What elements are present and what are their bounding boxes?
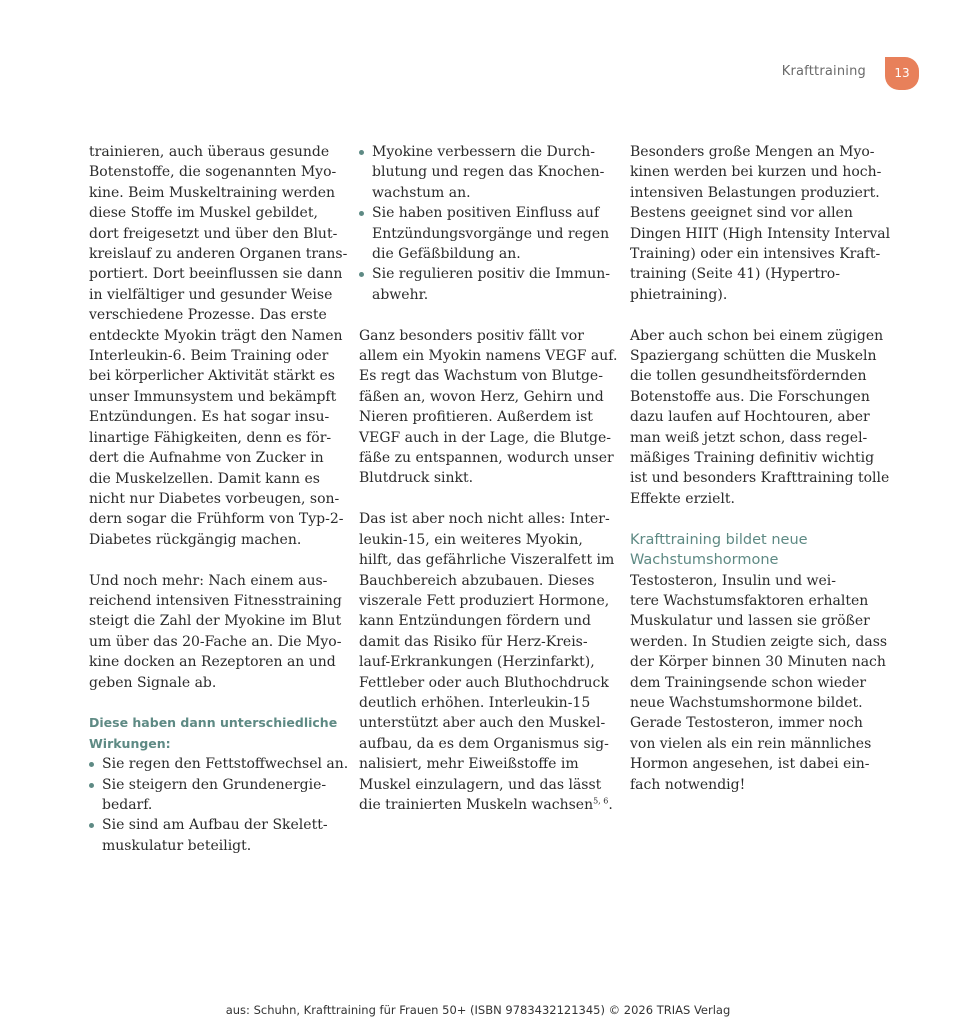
list-item — [359, 264, 610, 305]
text-line: Testosteron, Insulin und wei- — [630, 572, 837, 589]
text-line: Gerade Testosteron, immer noch — [630, 715, 863, 732]
text-line: tere Wachstumsfaktoren erhalten — [630, 592, 869, 609]
text-line: mäßiges Training definitiv wichtig — [630, 450, 875, 467]
text-line: Muskulatur und lassen sie größer — [630, 613, 870, 630]
text-line: wachstum an. — [372, 184, 471, 201]
running-header-title: Krafttraining — [781, 64, 866, 79]
text-line: blutung und regen das Knochen- — [372, 164, 605, 181]
text-line: bei körperlicher Aktivität stärkt es — [89, 368, 335, 385]
text-line: Sie regen den Fettstoffwechsel an. — [102, 756, 349, 773]
text-line: reichend intensiven Fitnesstraining — [89, 592, 342, 609]
text-line: dert die Aufnahme von Zucker in — [89, 450, 324, 467]
source-footer: aus: Schuhn, Krafttraining für Frauen 50+ (ISBN 9783432121345) © 2026 TRIAS Verlag — [225, 1003, 731, 1017]
text-line: Interleukin-6. Beim Training oder — [89, 348, 329, 365]
text-line: Hormon angesehen, ist dabei ein- — [630, 756, 870, 773]
text-line: Besonders große Mengen an Myo- — [630, 144, 875, 160]
footnote-reference: 5, 6 — [593, 796, 609, 806]
text-line: Sie sind am Aufbau der Skelett- — [102, 817, 328, 834]
bullet-list — [89, 754, 349, 856]
text-line: dem Trainingsende schon wieder — [630, 674, 867, 691]
text-line — [359, 795, 613, 815]
text-line: dort freigesetzt und über den Blut- — [89, 225, 338, 242]
text-line: kinen werden bei kurzen und hoch- — [630, 164, 882, 181]
text-fragment: . — [608, 796, 613, 813]
paragraph — [630, 571, 888, 795]
paragraph — [89, 142, 348, 550]
text-column-3 — [630, 142, 891, 815]
text-line: Ganz besonders positiv fällt vor — [359, 327, 584, 344]
text-line: kann Entzündungen fördern und — [359, 613, 591, 630]
text-line: fach notwendig! — [630, 776, 746, 793]
text-line: linartige Fähigkeiten, denn es för- — [89, 429, 332, 446]
text-line: Entzündungen. Es hat sogar insu- — [89, 409, 330, 426]
text-line: Botenstoffe, die sogenannten Myo- — [89, 164, 337, 181]
text-line: Das ist aber noch nicht alles: Inter- — [359, 511, 610, 528]
text-line: Es regt das Wachstum von Blutge- — [359, 368, 603, 385]
text-line: VEGF auch in der Lage, die Blutge- — [359, 429, 612, 446]
text-line: verschiedene Prozesse. Das erste — [89, 307, 327, 324]
text-line: Sie steigern den Grundenergie- — [102, 776, 327, 793]
text-line: von vielen als ein rein männliches — [630, 735, 872, 752]
text-line: abwehr. — [372, 286, 429, 303]
paragraph-lines — [359, 509, 615, 795]
paragraph — [630, 142, 891, 305]
text-line: Wachstumshormone — [630, 552, 779, 569]
text-line: in vielfältiger und gesunder Weise — [89, 286, 333, 303]
text-line: Entzündungsvorgänge und regen — [372, 225, 610, 242]
text-line: man weiß jetzt schon, dass regel- — [630, 429, 868, 446]
text-line: werden. In Studien zeigte sich, dass — [630, 633, 888, 650]
text-line: training (Seite 41) (Hypertro- — [630, 266, 840, 283]
text-line: die tollen gesundheitsfördernden — [630, 368, 867, 385]
text-line: nicht nur Diabetes vorbeugen, son- — [89, 490, 340, 507]
text-line: kine docken an Rezeptoren an und — [89, 654, 336, 671]
text-line: unser Immunsystem und bekämpft — [89, 388, 337, 405]
text-line: Botenstoffe aus. Die Forschungen — [630, 388, 870, 405]
text-column-2 — [359, 142, 618, 836]
text-line: Diese haben dann unterschiedliche — [89, 715, 338, 731]
text-line: lauf-Erkrankungen (Herzinfarkt), — [359, 654, 595, 671]
text-line: nalisiert, mehr Eiweißstoffe im — [359, 756, 579, 773]
text-line: Fettleber oder auch Bluthochdruck — [359, 674, 609, 691]
text-line: aufbau, da es dem Organismus sig- — [359, 735, 609, 752]
text-line: ist und besonders Krafttraining tolle — [630, 470, 890, 487]
text-line: hilft, das gefährliche Viszeralfett im — [359, 552, 615, 569]
text-line: Muskel einzulagern, und das lässt — [359, 776, 602, 793]
text-line: kreislauf zu anderen Organen trans- — [89, 246, 348, 263]
text-line: unterstützt aber auch den Muskel- — [359, 715, 606, 732]
paragraph — [630, 326, 890, 510]
text-line: trainieren, auch überaus gesunde — [89, 144, 330, 160]
text-line: dern sogar die Frühform von Typ-2- — [89, 511, 344, 528]
text-line: fäßen an, wovon Herz, Gehirn und — [359, 388, 604, 405]
text-line: Blutdruck sinkt. — [359, 470, 474, 487]
text-line: steigt die Zahl der Myokine im Blut — [89, 613, 342, 630]
text-line: Myokine verbessern die Durch- — [372, 144, 596, 160]
text-line: portiert. Dort beeinflussen sie dann — [89, 266, 343, 283]
text-line: Nieren profitieren. Außerdem ist — [359, 409, 593, 426]
text-line: fäße zu entspannen, wodurch unser — [359, 450, 614, 467]
text-line: Bestens geeignet sind vor allen — [630, 205, 853, 222]
text-line: phietraining). — [630, 286, 728, 303]
text-line: Aber auch schon bei einem zügigen — [630, 327, 884, 344]
text-line: Wirkungen: — [89, 735, 171, 751]
paragraph — [359, 509, 615, 815]
text-line: diese Stoffe im Muskel gebildet, — [89, 205, 318, 222]
text-fragment: die trainierten Muskeln wachsen — [359, 796, 594, 813]
text-line: muskulatur beteiligt. — [102, 837, 252, 854]
text-line: intensiven Belastungen produziert. — [630, 184, 880, 201]
text-line: viszerale Fett produziert Hormone, — [359, 592, 610, 609]
text-line: Dingen HIIT (High Intensity Interval — [630, 225, 891, 242]
text-line: Krafttraining bildet neue — [630, 531, 808, 548]
list-item — [359, 142, 605, 203]
text-line: Diabetes rückgängig machen. — [89, 531, 302, 548]
text-line: allem ein Myokin namens VEGF auf. — [359, 348, 618, 365]
list-item — [359, 203, 610, 264]
list-item — [89, 815, 329, 856]
list-item — [89, 775, 329, 816]
paragraph — [89, 571, 342, 693]
text-line: um über das 20-Fache an. Die Myo- — [89, 633, 342, 650]
section-heading — [630, 530, 872, 571]
text-line: leukin-15, ein weiteres Myokin, — [359, 531, 583, 548]
page-number-badge: 13 — [885, 57, 919, 90]
text-line: Effekte erzielt. — [630, 490, 735, 507]
list-item — [89, 754, 349, 774]
text-line: dazu laufen auf Hochtouren, aber — [630, 409, 870, 426]
text-line: Sie haben positiven Einfluss auf — [372, 205, 600, 222]
list-heading — [89, 713, 338, 754]
text-line: kine. Beim Muskeltraining werden — [89, 184, 336, 201]
bullet-list — [359, 142, 610, 305]
text-line: die Muskelzellen. Damit kann es — [89, 470, 320, 487]
text-line: Und noch mehr: Nach einem aus- — [89, 572, 328, 589]
text-line: Sie regulieren positiv die Immun- — [372, 266, 610, 283]
text-line: bedarf. — [102, 796, 153, 813]
text-line: Bauchbereich abzubauen. Dieses — [359, 572, 595, 589]
text-column-1 — [89, 142, 349, 877]
text-line: der Körper binnen 30 Minuten nach — [630, 654, 886, 671]
text-line: Spaziergang schütten die Muskeln — [630, 348, 877, 365]
text-line: neue Wachstumshormone bildet. — [630, 694, 863, 711]
text-line: die Gefäßbildung an. — [372, 246, 521, 263]
text-line: geben Signale ab. — [89, 674, 217, 691]
paragraph — [359, 326, 618, 489]
text-line: Training) oder ein intensives Kraft- — [630, 246, 881, 263]
text-line: deutlich erhöhen. Interleukin-15 — [359, 694, 591, 711]
text-line: entdeckte Myokin trägt den Namen — [89, 327, 343, 344]
text-line: damit das Risiko für Herz-Kreis- — [359, 633, 588, 650]
